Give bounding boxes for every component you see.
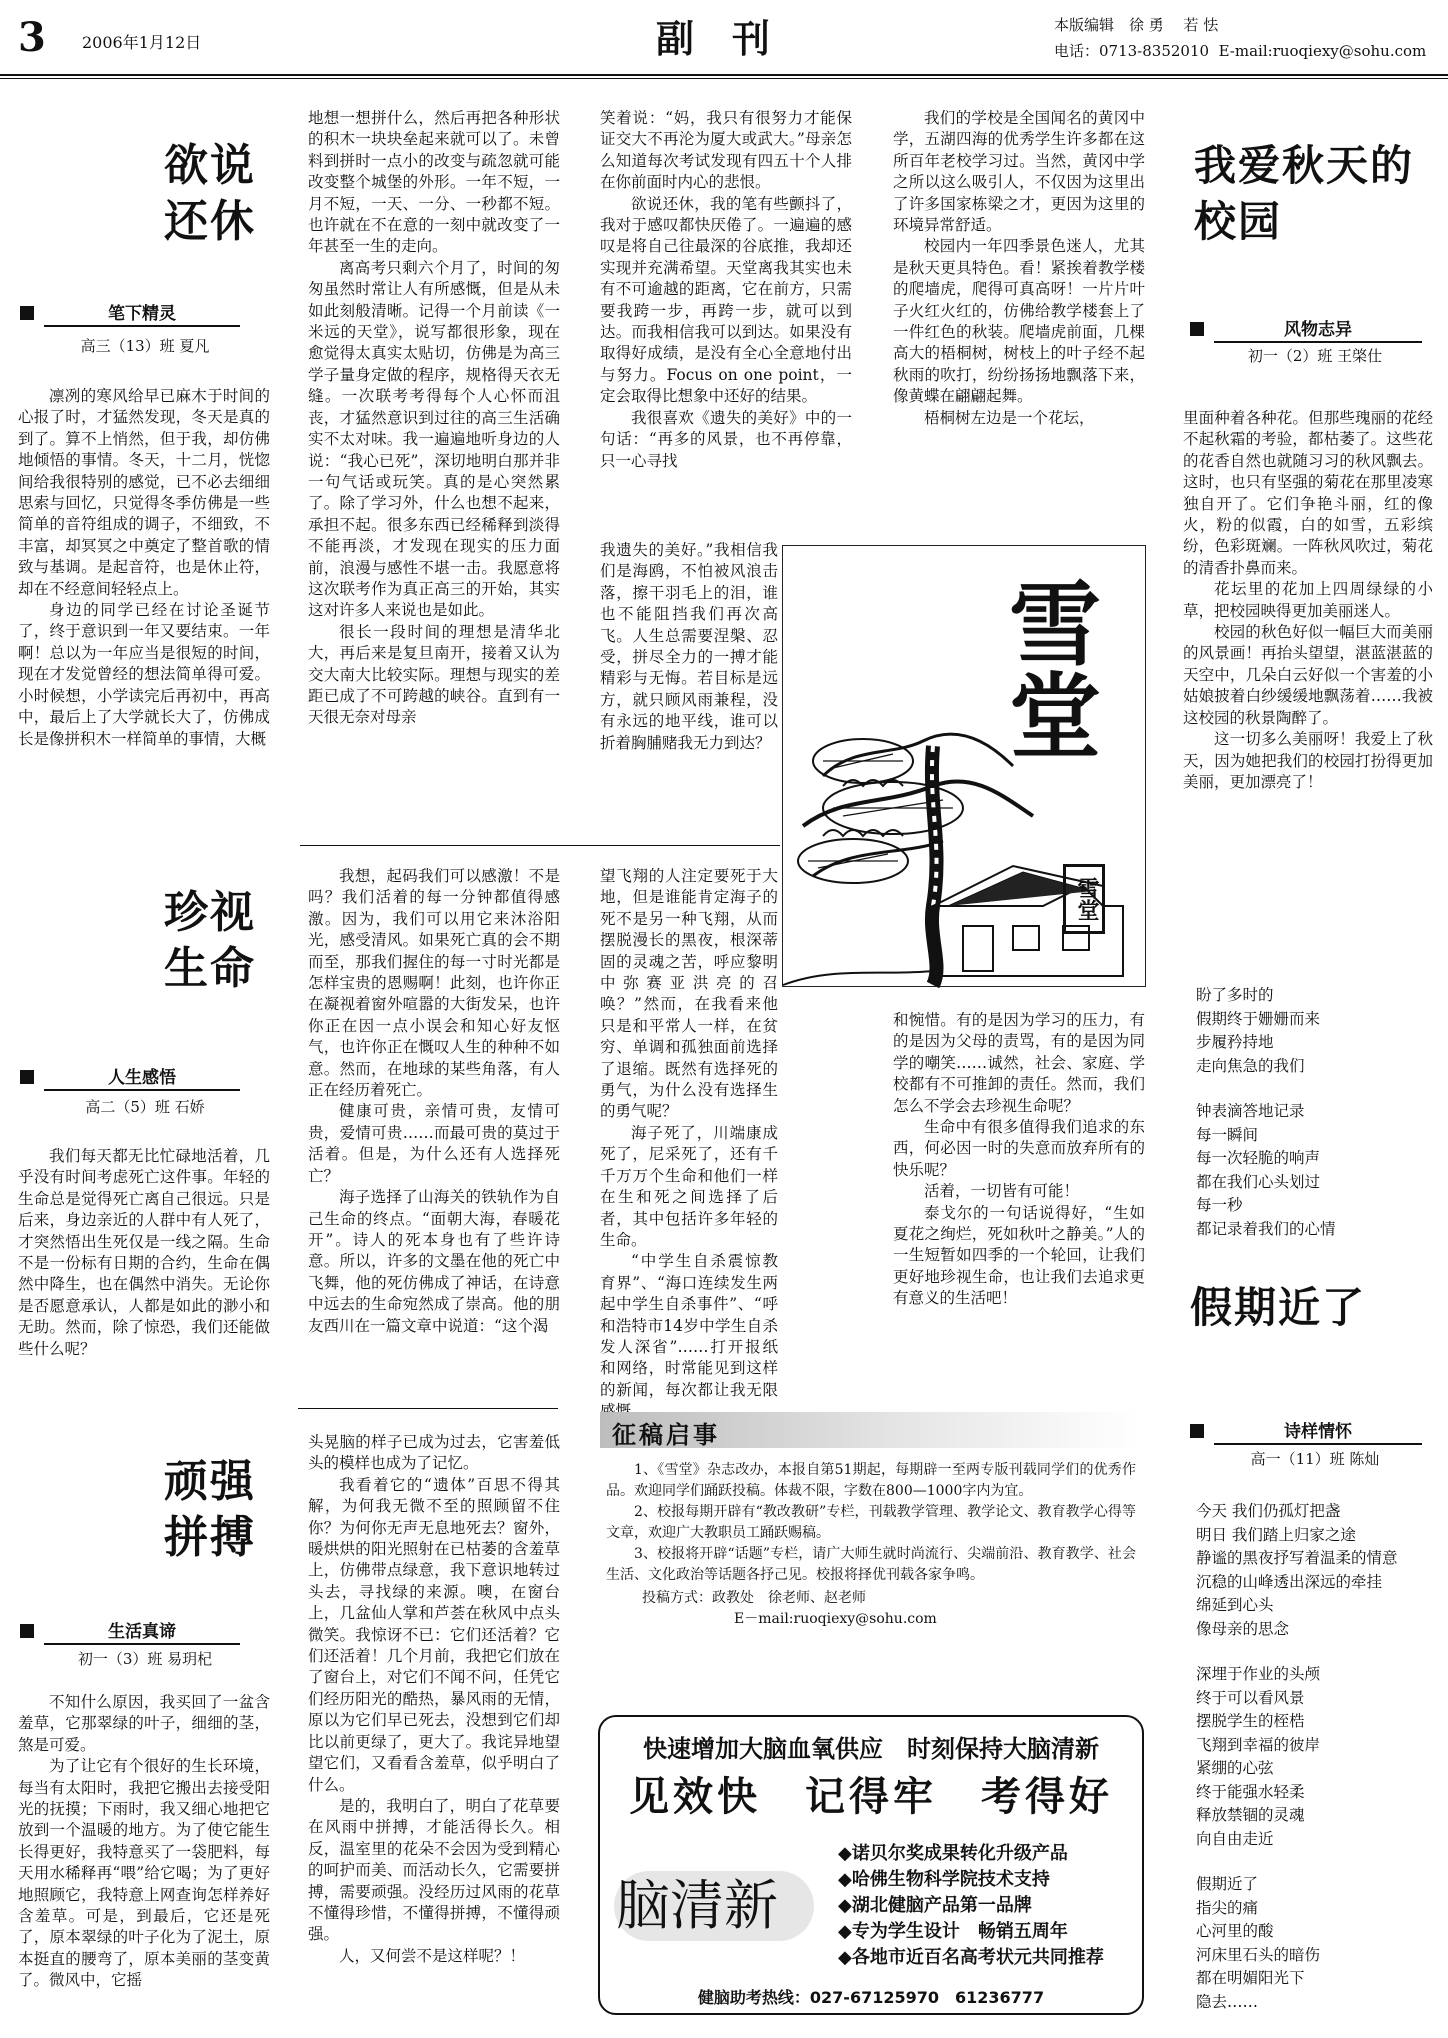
article3-category: 人生感悟 [20,1066,240,1088]
category-square [20,1624,34,1638]
page-number: 3 [18,14,46,61]
poem-byline: 高一（11）班 陈灿 [1250,1450,1380,1468]
article3-col2: 我想，起码我们可以感激！不是吗？我们活着的每一分钟都值得感激。因为，我们可以用它来沐浴阳光，感受清风。如果死亡真的会不期而至，那我们握住的每一寸时光都是怎样宝贵的恩赐啊！此刻，也许你正在凝视着窗外喧嚣的大街发呆，也许你正在因一点小误会和知心好友怄气，也许你正在慨叹人生的种种不如意。然而，在地球的某些角落，有人正在经历着死亡。 健康可贵，亲情可贵，友情可贵，爱情可贵……而最可贵的莫过于活着。但是，为什么还有人选择死亡？ 海子选择了山海关的铁轨作为自己生命的终点。“面朝大海，春暖花开”。诗人的死本身也有了些许诗意。所以，许多的文墨在他的死亡中飞舞，他的死仿佛成了神话，在诗意中远去的生命宛然成了崇高。他的朋友西川在一篇文章中说道：“这个渴 [308,867,560,1335]
editors: 本版编辑 徐 勇 若 怯 [1054,16,1219,34]
article2-category: 风物志异 [1190,318,1422,340]
poem-part2: 今天 我们仍孤灯把盏 明日 我们踏上归家之途 静谧的黑夜抒写着温柔的情意 沉稳的山峰透出深远的牵挂 绵延到心头 像母亲的思念 深埋于作业的头颅 终于可以看风景 摆脱学生的桎梏 飞翔到幸福的彼岸 紧绷的心弦 终于能强水轻柔 释放禁锢的灵魂 向自由走近 假期近了 指尖的痛 心河里的酸 河床里石头的暗伤 都在明媚阳光下 隐去…… [1196,1502,1398,2011]
poem-category: 诗样情怀 [1190,1420,1422,1442]
article1-col3: 笑着说：“妈，我只有很努力才能保证交大不再沦为厦大或武大。”母亲怎么知道每次考试发现有四五十个人排在你前面时内心的悲恨。 欲说还休，我的笔有些颤抖了，我对于感叹都快厌倦了。一遍遍的感叹是将自己往最深的谷底推，我却还实现并充满希望。天堂离我其实也未有不可逾越的距离，它在前方，只需要我跨一步，再跨一步，就可以到达。而我相信我可以到达。如果没有取得好成绩，是没有全心全意地付出与努力。Focus on one point，一定会取得比想象中还好的结果。 我很喜欢《遗失的美好》中的一句话：“再多的风景，也不再停靠，只一心寻找 [600,109,852,470]
poem-title: 假期近了 [1190,1283,1367,1332]
header-rule-thin [0,78,1448,79]
category-square [1190,322,1204,336]
category-square [20,1070,34,1084]
article4-title: 顽强 拼搏 [164,1456,256,1563]
section-divider-2 [298,1408,558,1409]
article2-col1: 我们的学校是全国闻名的黄冈中学，五湖四海的优秀学生许多都在这所百年老校学习过。当然，黄冈中学之所以这么吸引人，不仅因为这里出了许多国家栋梁之才，更因为这里的环境异常舒适。 校园内一年四季景色迷人，尤其是秋天更具特色。看！紧挨着教学楼的爬墙虎，爬得可真高呀！一片片叶子火红火红的，仿佛给教学楼套上了一件红色的秋装。爬墙虎前面，几棵高大的梧桐树，树枝上的叶子经不起秋雨的吹打，纷纷扬扬地飘落下来，像黄蝶在翩翩起舞。 梧桐树左边是一个花坛， [893,109,1145,427]
ad-hotline: 健脑助考热线：027-67125970 61236777 [697,1988,1045,2007]
ad-brand-band [600,1837,820,1971]
ad-box [598,1715,1144,2015]
ad-bullets: ◆诺贝尔奖成果转化升级产品 ◆哈佛生物科学院技术支持 ◆湖北健脑产品第一品牌 ◆专为学生设计 畅销五周年 ◆各地市近百名高考状元共同推荐 [838,1843,1104,1968]
illustration-frame [782,545,1146,987]
seal-stamp: 雪堂 [1063,864,1105,934]
article1-byline: 高三（13）班 夏凡 [80,337,210,355]
page-header [0,0,1448,80]
article3-title: 珍视 生命 [164,887,256,994]
category-square [1190,1424,1204,1438]
article4-col1: 不知什么原因，我买回了一盆含羞草，它那翠绿的叶子，细细的茎，煞是可爱。 为了让它有个很好的生长环境，每当有太阳时，我把它搬出去接受阳光的抚摸；下雨时，我又细心地把它放到一个温暖的地方。为了使它能生长得更好，我特意买了一袋肥料，每天用水稀释再“喂”给它喝；为了更好地照顾它，我特意上网查询怎样养好含羞草。可是，到最后，它还是死了，原本翠绿的叶子化为了泥土，原本挺直的腰弯了，原本美丽的茎变黄了。微风中，它摇 [18,1693,270,1990]
article1-title: 欲说 还休 [164,140,256,247]
article4-byline: 初一（3）班 易玥杞 [77,1650,213,1668]
article1-col3-lower: 我遗失的美好。”我相信我们是海鸥，不怕被风浪击落，擦干羽毛上的泪，谁也不能阻挡我们再次高飞。人生总需要涅槃、忍受，拼尽全力的一搏才能精彩与无悔。若目标是远方，就只顾风雨兼程，没有永远的地平线，谁可以折着胸脯赌我无力到达？ [600,541,778,752]
ad-slogan: 见效快 记得牢 考得好 [629,1774,1113,1820]
article2-title: 我爱秋天的 校园 [1194,141,1415,246]
header-rule [0,74,1448,76]
article3-col1: 我们每天都无比忙碌地活着，几乎没有时间考虑死亡这件事。年轻的生命总是觉得死亡离自己很远。只是后来，身边亲近的人群中有人死了，才突然悟出生死仅是一线之隔。生命不是一份标有日期的合约，生命在偶然中降生，也在偶然中消失。无论你是否愿意承认，人都是如此的渺小和无助。然而，除了惊恐，我们还能做些什么呢？ [18,1147,270,1358]
notice-box [600,1412,1140,1702]
article4-category: 生活真谛 [20,1620,240,1642]
section-divider-1 [300,845,780,846]
notice-title: 征稿启事 [612,1421,720,1449]
article3-byline: 高二（5）班 石娇 [85,1098,205,1116]
notice-body: 1、《雪堂》杂志改办，本报自第51期起，每期辟一至两专版刊载同学们的优秀作品。欢迎同学们踊跃投稿。体裁不限，字数在800—1000字内为宜。 2、校报每期开辟有“教改教研”专栏，刊载教学管理、教学论文、教育教学心得等文章，欢迎广大教职员工踊跃赐稿。 3、校报将开辟“话题”专栏，请广大师生就时尚流行、尖端前沿、教育教学、社会生活、文化政治等话题各抒己见。校报将择优刊载各家争鸣。 投稿方式：政教处 徐老师、赵老师 E－mail:ruoqiexy@sohu.com [606,1462,1136,1627]
ad-brand-logo: 脑清新 [616,1874,778,1937]
article1-category: 笔下精灵 [20,302,240,324]
section-title: 副 刊 [656,17,771,61]
article1-col1: 凛冽的寒风给早已麻木于时间的心报了时，才猛然发现，冬天是真的到了。算不上悄然，但于我，却仿佛地倾悟的事情。冬天，十二月，恍惚间给我很特别的感觉，已不必去细细思索与回忆，只觉得冬季仿佛是一些简单的音符组成的调子，不细致，不丰富，却冥冥之中奠定了整首歌的情致与基调。是起音符，也是休止符，却在不经意间轻轻点上。 身边的同学已经在讨论圣诞节了，终于意识到一年又要结束。一年啊！总以为一年应当是很短的时间，现在才发觉曾经的想法简单得可爱。小时候想，小学读完后再初中，再高中，最后上了大学就长大了，仿佛成长是像拼积木一样简单的事情，大概 [18,387,270,748]
article1-col2: 地想一想拼什么，然后再把各种形状的积木一块块垒起来就可以了。未曾料到拼时一点小的改变与疏忽就可能改变整个城堡的外形。一年不短，一月不短，一天、一分、一秒都不短。也许就在不在意的一刻中就改变了一年甚至一生的走向。 离高考只剩六个月了，时间的匆匆虽然时常让人有所感慨，但是从未如此刻般清晰。记得一个月前读《一米远的天堂》，说写都很形象，现在愈觉得太真实太贴切，仿佛是为高三学子量身定做的程序，规格得天衣无缝。一次联考考得每个人心怀而沮丧，才猛然意识到过往的高三生活确实不太对味。我一遍遍地听身边的人说：“我心已死”，深切地明白那并非一句气话或玩笑。真的是心突然累了。除了学习外，什么也想不起来，承担不起。很多东西已经稀释到淡得不能再淡，才发现在现实的压力面前，浪漫与感性不堪一击。我愿意将这次联考作为真正高三的开始，其实这对许多人来说也是如此。 很长一段时间的理想是清华北大，再后来是复旦南开，接着又认为交大南大比较实际。理想与现实的差距已成了不可跨越的峡谷。直到有一天很无奈对母亲 [308,109,560,727]
contact-line: 电话：0713-8352010 E-mail:ruoqiexy@sohu.com [1054,42,1427,60]
article4-col2: 头晃脑的样子已成为过去，它害羞低头的模样也成为了记忆。 我看着它的“遗体”百思不得其解，为何我无微不至的照顾留不住你？为何你无声无息地死去？窗外，暖烘烘的阳光照射在已枯萎的含羞草上，仿佛带点绿意，我下意识地转过头去，寻找绿的来源。噢，在窗台上，几盆仙人掌和芦荟在秋风中点头微笑。我惊讶不已：它们还活着？它们还活着！几个月前，我把它们放在了窗台上，对它们不闻不问，任凭它们经历阳光的酷热，暴风雨的无情，原以为它们早已死去，没想到它们却比以前更绿了，更大了。我诧异地望望它们，又看看含羞草，似乎明白了什么。 是的，我明白了，明白了花草要在风雨中拼搏，才能活得长久。相反，温室里的花朵不会因为受到精心的呵护而美、而活动长久，它需要拼搏，需要顽强。没经历过风雨的花草不懂得珍惜，不懂得拼搏，不懂得顽强。 人，又何尝不是这样呢？！ [308,1433,560,1965]
notice-title-bar [600,1412,1140,1448]
ad-headline: 快速增加大脑血氧供应 时刻保持大脑清新 [643,1735,1099,1763]
article2-col2: 里面种着各种花。但那些瑰丽的花经不起秋霜的考验，都枯萎了。这些花的花香自然也就随习习的秋风飘去。这时，也只有坚强的菊花在那里凌寒独自开了。它们争艳斗丽，红的像火，粉的似霞，白的如雪，五彩缤纷，色彩斑斓。一阵秋风吹过，菊花的清香扑鼻而来。 花坛里的花加上四周绿绿的小草，把校园映得更加美丽迷人。 校园的秋色好似一幅巨大而美丽的风景画！再抬头望望，湛蓝湛蓝的天空中，几朵白云好似一个害羞的小姑娘披着白纱缓缓地飘荡着……我被这校园的秋景陶醉了。 这一切多么美丽呀！我爱上了秋天，因为她把我们的校园打扮得更加美丽，更加漂亮了！ [1183,409,1433,791]
issue-date: 2006年1月12日 [82,33,202,52]
category-square [20,306,34,320]
article3-col3: 望飞翔的人注定要死于大地，但是谁能肯定海子的死不是另一种飞翔，从而摆脱漫长的黑夜，根深蒂固的灵魂之苦，呼应黎明中弥赛亚洪亮的召唤？”然而，在我看来他只是和平常人一样，在贫穷、单调和孤独面前选择了退缩。既然有选择死的勇气，为什么没有选择生的勇气呢？ 海子死了，川端康成死了，尼采死了，还有千千万万个生命和他们一样在生和死之间选择了后者，其中包括许多年轻的生命。 “中学生自杀震惊教育界”、“海口连续发生两起中学生自杀事件”、“呼和浩特市14岁中学生自杀发人深省”……打开报纸和网络，时常能见到这样的新闻，每次都让我无限 [600,867,778,1399]
article3-col4: 和惋惜。有的是因为学习的压力，有的是因为父母的责骂，有的是因为同学的嘲笑……诚然，社会、家庭、学校都有不可推卸的责任。然而，我们怎么不学会去珍视生命呢？ 生命中有很多值得我们追求的东西，何必因一时的失意而放弃所有的快乐呢？ 活着，一切皆有可能！ 泰戈尔的一句话说得好，“生如夏花之绚烂，死如秋叶之静美。”人的一生短暂如四季的一个轮回，让我们更好地珍视生命，也让我们去追求更有意义的生活吧！ [893,1011,1145,1308]
poem-part1: 盼了多时的 假期终于姗姗而来 步履矜持地 走向焦急的我们 钟表滴答地记录 每一瞬间 每一次轻脆的响声 都在我们心头划过 每一秒 都记录着我们的心情 [1196,986,1336,1238]
article2-byline: 初一（2）班 王棨仕 [1247,347,1383,365]
calligraphy-title: 雪堂 [994,576,1102,760]
